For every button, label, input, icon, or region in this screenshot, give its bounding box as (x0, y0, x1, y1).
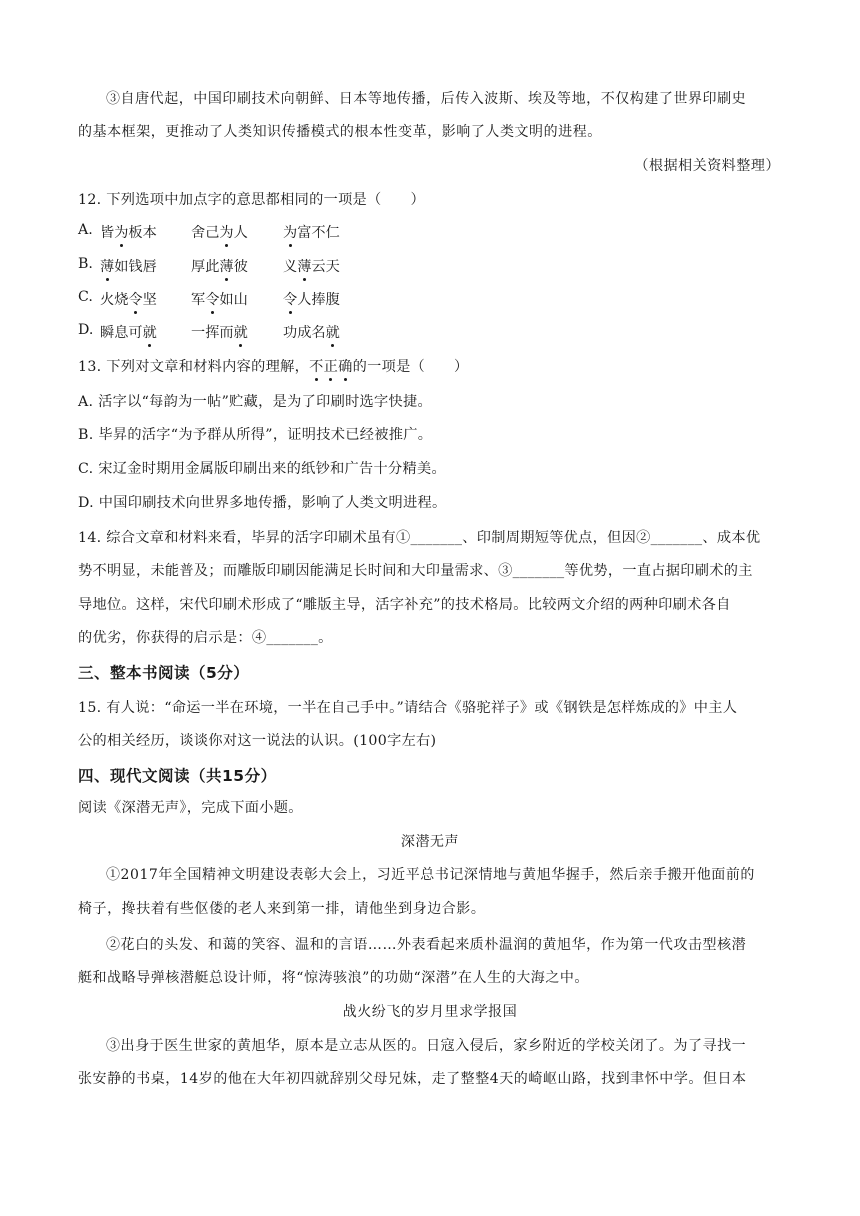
question-13-option-c: C. 宋辽金时期用金属版印刷出来的纸钞和广告十分精美。 (78, 461, 446, 477)
question-12-option-phrase (283, 289, 340, 309)
section-3-heading: 三、整本书阅读（5分） (78, 664, 250, 682)
article-title: 深潜无声 (400, 834, 460, 850)
question-12-option-phrase (100, 222, 157, 242)
question-12-option-phrase (191, 256, 248, 276)
question-12-option-phrase (100, 322, 157, 342)
phrase-text: 军 (191, 292, 206, 308)
article-paragraph-2-line-1: ②花白的头发、和蔼的笑容、温和的言语……外表看起来质朴温润的黄旭华，作为第一代攻击型核潜 (106, 937, 747, 953)
phrase-text: 瞬息可 (100, 325, 143, 341)
emphasis-dot-char: 为 (283, 222, 297, 242)
question-14-line-1: 14. 综合文章和材料来看，毕昇的活字印刷术虽有①_______、印制周期短等优点，但因②_______、成本优 (78, 530, 761, 546)
question-13-stem-end: 的一项是（ ） (352, 359, 469, 375)
question-12-option-phrase (191, 322, 248, 342)
question-12-option-letter: D. (78, 322, 94, 338)
emphasis-dot-char: 确 (338, 356, 353, 376)
emphasis-dot-char: 正 (324, 356, 339, 376)
emphasis-dot-char: 为 (219, 222, 233, 242)
material-paragraph-3-line-2: 的基本框架，更推动了人类知识传播模式的根本性变革，影响了人类文明的进程。 (78, 124, 602, 140)
emphasis-dot-char: 为 (114, 222, 128, 242)
article-subtitle: 战火纷飞的岁月里求学报国 (342, 1004, 518, 1020)
emphasis-dot-char: 令 (128, 289, 142, 309)
question-12-option-phrase (100, 256, 157, 276)
question-14-line-4: 的优劣，你获得的启示是：④_______。 (78, 630, 333, 646)
question-13-stem (78, 356, 469, 376)
phrase-text: 义 (283, 259, 298, 275)
article-paragraph-3-line-2: 张安静的书桌，14岁的他在大年初四就辞别父母兄妹，走了整整4天的崎岖山路，找到聿怀中学。但日本 (78, 1071, 747, 1087)
question-12-option-phrase (191, 222, 248, 242)
phrase-text: 云天 (311, 259, 340, 275)
question-12-option-phrase (191, 289, 248, 309)
question-12-option-letter: C. (78, 289, 93, 305)
emphasis-dot-char: 就 (234, 322, 248, 342)
phrase-text: 如钱唇 (114, 259, 157, 275)
emphasis-dot-char: 令 (283, 289, 297, 309)
emphasis-dot-char: 薄 (100, 256, 114, 276)
phrase-text: 人 (233, 225, 248, 241)
phrase-text: 厚此 (191, 259, 220, 275)
emphasis-dot-char: 令 (205, 289, 219, 309)
question-13-stem-start: 13. 下列对文章和材料内容的理解， (78, 359, 310, 375)
question-12-option-phrase (283, 222, 340, 242)
question-13-option-b: B. 毕昇的活字“为予群从所得”，证明技术已经被推广。 (78, 427, 433, 443)
phrase-text: 功成名 (283, 325, 326, 341)
emphasis-dot-char: 不 (309, 356, 324, 376)
phrase-text: 舍己 (191, 225, 220, 241)
phrase-text: 坚 (142, 292, 157, 308)
article-paragraph-3-line-1: ③出身于医生世家的黄旭华，原本是立志从医的。日寇入侵后，家乡附近的学校关闭了。为了寻找一 (106, 1038, 747, 1054)
phrase-text: 板本 (128, 225, 157, 241)
phrase-text: 如山 (219, 292, 248, 308)
article-paragraph-1-line-1: ①2017年全国精神文明建设表彰大会上，习近平总书记深情地与黄旭华握手，然后亲手搬开他面前的 (106, 867, 755, 883)
phrase-text: 富不仁 (297, 225, 340, 241)
emphasis-dot-char: 就 (326, 322, 340, 342)
phrase-text: 皆 (100, 225, 115, 241)
question-14-line-2: 势不明显，未能普及；而雕版印刷因能满足长时间和大印量需求、③_______等优势，一直占据印刷术的主 (78, 563, 753, 579)
question-13-option-d: D. 中国印刷技术向世界多地传播，影响了人类文明进程。 (78, 495, 447, 511)
emphasis-dot-char: 薄 (219, 256, 233, 276)
phrase-text: 人捧腹 (297, 292, 340, 308)
question-14-line-3: 导地位。这样，宋代印刷术形成了“雕版主导，活字补充”的技术格局。比较两文介绍的两种印刷术各自 (78, 597, 731, 613)
phrase-text: 一挥而 (191, 325, 234, 341)
article-paragraph-1-line-2: 椅子，搀扶着有些伛偻的老人来到第一排，请他坐到身边合影。 (78, 901, 486, 917)
question-15-line-1: 15. 有人说：“命运一半在环境，一半在自己手中。”请结合《骆驼祥子》或《钢铁是怎样炼成的》中主人 (78, 700, 738, 716)
section-4-intro: 阅读《深潜无声》，完成下面小题。 (78, 800, 303, 816)
question-12-option-phrase (283, 256, 340, 276)
emphasis-dot-char: 薄 (297, 256, 311, 276)
emphasis-dot-char: 就 (143, 322, 157, 342)
question-15-line-2: 公的相关经历，谈谈你对这一说法的认识。(100字左右) (78, 733, 437, 749)
phrase-text: 火烧 (100, 292, 129, 308)
phrase-text: 彼 (233, 259, 248, 275)
question-12-option-letter: A. (78, 222, 93, 238)
question-12-option-phrase (100, 289, 157, 309)
question-12-stem: 12. 下列选项中加点字的意思都相同的一项是（ ） (78, 192, 425, 208)
question-13-option-a: A. 活字以“每韵为一帖”贮藏，是为了印刷时选字快捷。 (78, 394, 432, 410)
material-source-note: （根据相关资料整理） (634, 158, 780, 174)
question-12-option-phrase (283, 322, 340, 342)
question-12-option-letter: B. (78, 256, 93, 272)
section-4-heading: 四、现代文阅读（共15分） (78, 767, 277, 785)
material-paragraph-3-line-1: ③自唐代起，中国印刷技术向朝鲜、日本等地传播，后传入波斯、埃及等地，不仅构建了世界印刷史 (106, 91, 747, 107)
article-paragraph-2-line-2: 艇和战略导弹核潜艇总设计师，将“惊涛骇浪”的功勋“深潜”在人生的大海之中。 (78, 970, 589, 986)
